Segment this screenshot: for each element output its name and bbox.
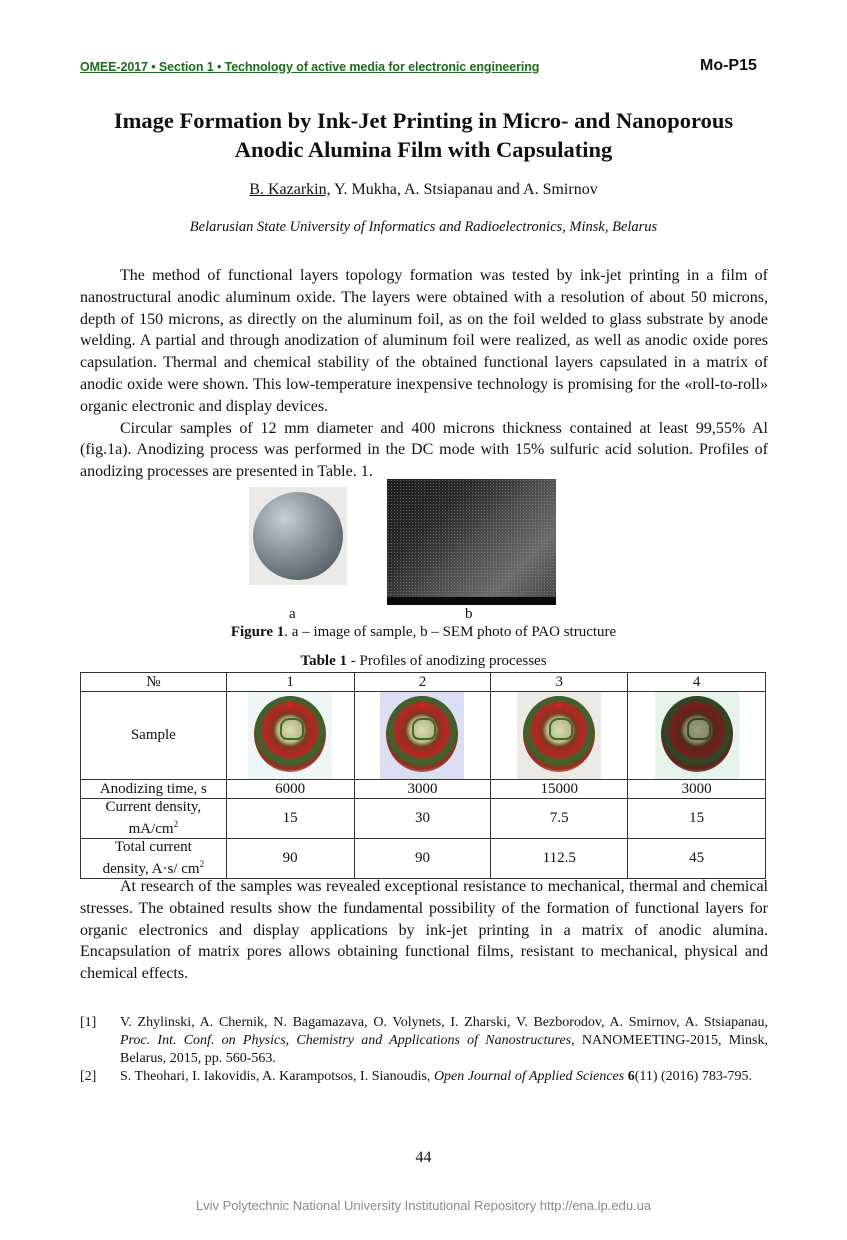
aluminum-disc-image bbox=[253, 492, 343, 580]
body-intro bbox=[80, 265, 768, 483]
paper-code: Mo-P15 bbox=[700, 57, 757, 74]
table-anodizing-profiles bbox=[80, 672, 766, 879]
table-cell: 15 bbox=[226, 799, 354, 839]
table-cell: 15000 bbox=[491, 780, 628, 799]
paragraph-1: The method of functional layers topology formation was tested by ink-jet printing in a film of nanostructural anodic aluminum oxide. The layers were obtained with a resolution of about 50 microns, depth of 150 microns, as directly on the aluminum foil, as on the foil welded to glass substrate by anode welding. A partial and through anodization of aluminum foil were realized, as well as anodic oxide pores capsulation. Thermal and chemical stability of the obtained functional layers capsulated in a matrix of anodic oxide were shown. This low-temperature inexpensive technology is promising for the «roll-to-roll» organic electronic and display devices. bbox=[80, 267, 768, 415]
figure-label-b: b bbox=[465, 606, 473, 622]
sample-2-cell bbox=[354, 692, 491, 780]
table-row bbox=[81, 839, 766, 879]
affiliation: Belarusian State University of Informatics and Radioelectronics, Minsk, Belarus bbox=[189, 219, 658, 235]
table-cell: 112.5 bbox=[491, 839, 628, 879]
header-number-cell: № bbox=[81, 673, 227, 692]
co-authors: Y. Mukha, A. Stsiapanau and A. Smirnov bbox=[330, 181, 598, 198]
figure-1b-sem-photo bbox=[387, 479, 556, 605]
table-1-caption: Table 1 - Profiles of anodizing processes bbox=[300, 653, 547, 669]
figure-1-caption: Figure 1. a – image of sample, b – SEM photo of PAO structure bbox=[230, 624, 617, 640]
sample-1-image bbox=[254, 696, 326, 772]
table-cell: 90 bbox=[226, 839, 354, 879]
sample-3-image bbox=[523, 696, 595, 772]
body-conclusion bbox=[80, 876, 768, 985]
table-header-row bbox=[81, 673, 766, 692]
paragraph-2: Circular samples of 12 mm diameter and 400 microns thickness contained at least 99,55% Al (fig.1a). Anodizing process was performed in the DC mode with 15% sulfuric acid solution. Profiles of anodizing processes are presented in Table. 1. bbox=[80, 419, 768, 481]
row-label: Anodizing time, s bbox=[81, 780, 227, 799]
table-cell: 3000 bbox=[628, 780, 766, 799]
row-label-sample: Sample bbox=[81, 692, 227, 780]
header-col-2: 2 bbox=[354, 673, 491, 692]
table-row bbox=[81, 780, 766, 799]
table-cell: 90 bbox=[354, 839, 491, 879]
reference-item: [1] V. Zhylinski, A. Chernik, N. Bagamazava, O. Volynets, I. Zharski, V. Bezborodov, A. Smirnov, A. Stsiapanau, Proc. Int. Conf. on Physics, Chemistry and Applications of Nanostructures, NANOMEETING-2015, Minsk, Belarus, 2015, pp. 560-563. bbox=[80, 1015, 768, 1066]
row-label: Current density, $mA/cm^2$ bbox=[81, 799, 227, 839]
header-col-1: 1 bbox=[226, 673, 354, 692]
table-cell: 45 bbox=[628, 839, 766, 879]
paper-title bbox=[60, 106, 787, 164]
table-row bbox=[81, 799, 766, 839]
table-cell: 15 bbox=[628, 799, 766, 839]
paragraph-3: At research of the samples was revealed exceptional resistance to mechanical, thermal and chemical stresses. The obtained results show the fundamental possibility of the formation of functional layers for organic electronics and display applications by ink-jet printing in a matrix of anodic alumina. Encapsulation of matrix pores allows obtaining functional films, resistant to mechanical, physical and chemical effects. bbox=[80, 878, 768, 983]
repository-footer: Lviv Polytechnic National University Institutional Repository http://ena.lp.edu.ua bbox=[195, 1198, 652, 1213]
row-label: Total current density, A·s/ $cm^2$ bbox=[81, 839, 227, 879]
table-cell: 7.5 bbox=[491, 799, 628, 839]
sem-info-bar bbox=[387, 597, 556, 605]
author-list bbox=[60, 181, 787, 199]
table-cell: 6000 bbox=[226, 780, 354, 799]
sample-4-image bbox=[661, 696, 733, 772]
page-number: 44 bbox=[415, 1149, 432, 1166]
title-line-2: Anodic Alumina Film with Capsulating bbox=[234, 137, 613, 162]
figure-label-a: a bbox=[289, 606, 296, 622]
table-cell: 3000 bbox=[354, 780, 491, 799]
references-list bbox=[80, 1014, 768, 1086]
table-row-sample bbox=[81, 692, 766, 780]
header-col-3: 3 bbox=[491, 673, 628, 692]
presenting-author: B. Kazarkin, bbox=[249, 181, 331, 198]
sample-2-image bbox=[386, 696, 458, 772]
table-cell: 30 bbox=[354, 799, 491, 839]
sample-1-cell bbox=[226, 692, 354, 780]
reference-item: [2] S. Theohari, I. Iakovidis, A. Karampotsos, I. Sianoudis, Open Journal of Applied Sciences 6(11) (2016) 783-795. bbox=[80, 1069, 752, 1084]
sample-4-cell bbox=[628, 692, 766, 780]
running-header: OMEE-2017 • Section 1 • Technology of active media for electronic engineering bbox=[80, 60, 540, 74]
title-line-1: Image Formation by Ink-Jet Printing in Micro- and Nanoporous bbox=[113, 108, 734, 133]
figure-1a-sample-photo bbox=[249, 487, 347, 585]
sample-3-cell bbox=[491, 692, 628, 780]
header-col-4: 4 bbox=[628, 673, 766, 692]
